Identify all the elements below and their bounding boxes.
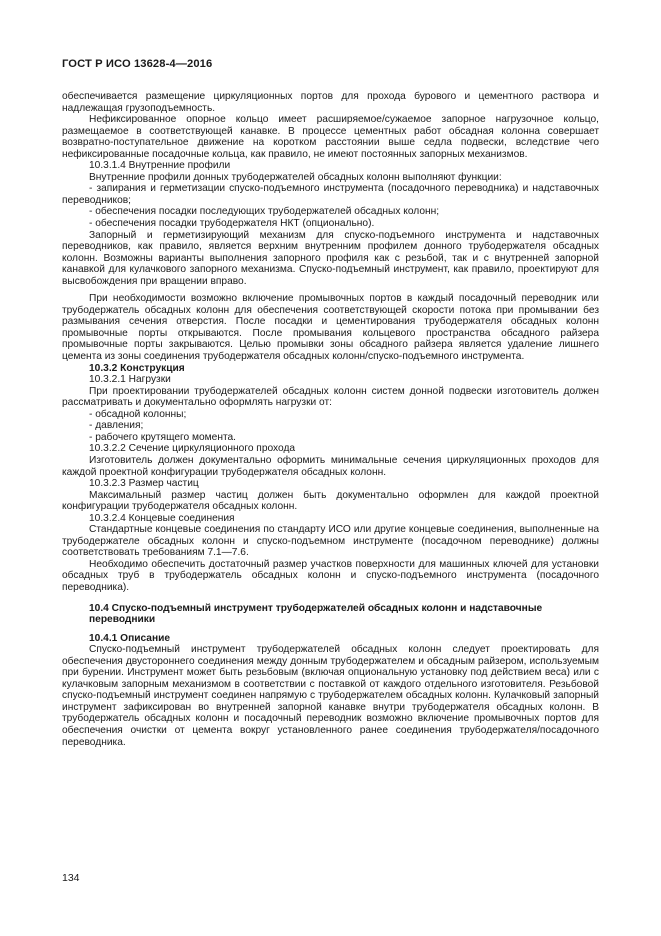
list-item: - рабочего крутящего момента. xyxy=(89,431,237,443)
section-heading xyxy=(62,603,599,626)
paragraph: обеспечивается размещение циркуляционных портов для прохода бурового и цементного раствора и надлежащая грузоподъемность. xyxy=(62,91,599,114)
page-number: 134 xyxy=(62,872,80,884)
paragraph: Нефиксированное опорное кольцо имеет расширяемое/сужаемое запорное нагрузочное кольцо, размещаемое в соответствующей канавке. В процессе цементных работ обсадная колонна совершает возвратно-поступательное движение на коротком расстоянии выше седла подвески, вследствие чего нефиксированные посадочные кольца, как правило, не имеют постоянных запорных механизмов. xyxy=(62,114,599,160)
paragraph: Стандартные концевые соединения по стандарту ИСО или другие концевые соединения, выполненные на трубодержателе обсадных колонн и спуско-подъемном инструменте (посадочном переводнике) должны соответствовать требованиям 7.1—7.6. xyxy=(62,524,599,559)
paragraph: Внутренние профили донных трубодержателей обсадных колонн выполняют функции: xyxy=(89,171,502,183)
subsection-title: 10.3.1.4 Внутренние профили xyxy=(89,160,231,172)
subsection-title: 10.3.2.3 Размер частиц xyxy=(89,478,199,490)
list-item: - обеспечения посадки последующих трубодержателей обсадных колонн; xyxy=(89,206,440,218)
paragraph: Изготовитель должен документально оформить минимальные сечения циркуляционных проходов для каждой проектной конфигурации трубодержателя обсадных колонн. xyxy=(62,454,599,478)
section-heading-continuation: переводники xyxy=(89,614,156,626)
document-header: ГОСТ Р ИСО 13628-4—2016 xyxy=(62,58,213,70)
list-item: - давления; xyxy=(89,420,144,432)
paragraph: Спуско-подъемный инструмент трубодержателей обсадных колонн следует проектировать для обеспечения двустороннего соединения между донным трубодержателем и обсадным райзером, используемым при бурении. Инструмент может быть резьбовым (включая опциональную установку под действием веса) или с кулачковым запорным механизмом в соответствии с поставкой от каждого отдельного изготовителя. Резьбовой спуско-подъемный инструмент соединен напрямую с трубодержателем обсадных колонн. Кулачковый запорный инструмент зафиксирован во внутренней запорной канавке внутри трубодержателя обсадных колонн. В трубодержатель обсадных колонн и посадочный переводник возможно включение промывочных портов для обеспечения очистки от цемента вокруг установленного ранее соединения трубодержателя/посадочного переводника. xyxy=(62,644,599,748)
paragraph: При проектировании трубодержателей обсадных колонн систем донной подвески изготовитель должен рассматривать и документально оформлять нагрузки от: xyxy=(62,385,599,409)
subsection-title: 10.3.2.2 Сечение циркуляционного прохода xyxy=(89,443,296,455)
section-heading-line: 10.4 Спуско-подъемный инструмент трубодержателей обсадных колонн и надставочные xyxy=(89,602,543,614)
document-body xyxy=(62,91,599,748)
section-heading: 10.3.2 Конструкция xyxy=(89,362,185,374)
paragraph: Максимальный размер частиц должен быть документально оформлен для каждой проектной конфигурации трубодержателя обсадных колонн. xyxy=(62,489,599,513)
paragraph: При необходимости возможно включение промывочных портов в каждый посадочный переводник или трубодержатель обсадных колонн для обеспечения соответствующей скорости потока при промывании без размывания сечения отверстия. После посадки и цементирования трубодержателя обсадных колонн промывочные порты открываются. После промывания кольцевого пространства обсадного райзера промывочные порты закрываются. Целью промывки зоны обсадного райзера является удаление лишнего цемента из зоны соединения трубодержателя обсадных колонн/спуско-подъемного инструмента. xyxy=(62,293,599,363)
paragraph: Запорный и герметизирующий механизм для спуско-подъемного инструмента и надставочных переводников, как правило, является верхним внутренним профилем донного трубодержателя обсадных колонн. Возможны варианты выполнения запорного профиля как с резьбой, так и с внутренней запорной канавкой для кулачкового запорного механизма. Спуско-подъемный инструмент, как правило, проектируют для высвобождения при вращении вправо. xyxy=(62,229,599,287)
list-item: - запирания и герметизации спуско-подъемного инструмента (посадочного переводника) и надставочных переводников; xyxy=(62,183,599,206)
subsection-title: 10.3.2.4 Концевые соединения xyxy=(89,512,235,524)
list-item: - обсадной колонны; xyxy=(89,408,187,420)
paragraph: Необходимо обеспечить достаточный размер участков поверхности для машинных ключей для установки обсадных труб в трубодержатель обсадных колонн и спуско-подъемного инструмента (посадочного переводника). xyxy=(62,558,599,593)
subsection-title: 10.3.2.1 Нагрузки xyxy=(89,374,171,386)
list-item: - обеспечения посадки трубодержателя НКТ (опционально). xyxy=(89,218,375,230)
section-heading: 10.4.1 Описание xyxy=(89,632,171,644)
